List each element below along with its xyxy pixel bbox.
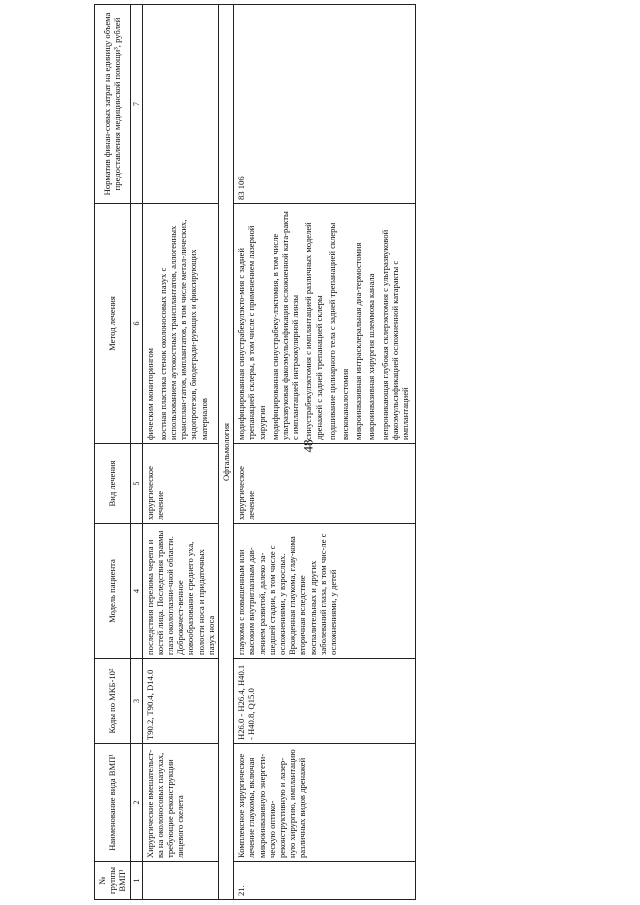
section-row: [219, 5, 234, 900]
method-item: костная пластика стенок околоносовых пазух с использованием аутокостных трансплантатов, аллогенных трансплан-татов, имплантатов, в том числе метал-лических, эндопротезов, биодегради-рующих и фиксирующих материалов: [157, 219, 209, 440]
vmp-table: [94, 4, 416, 900]
icd-codes-cell: H26.0 - H26.4, H40.1 - H40.8, Q15.0: [234, 659, 416, 744]
method-item: микроинвазивная хирургия шлеммова канала: [366, 273, 377, 440]
vmp-name-cell: Комплексное хирургическое лечение глаукомы, включая микроинвазивную энергети-ческую оптико-реконструктивную и лазер-ную хирургию, имплантацию различных видов дренажей: [234, 744, 416, 862]
column-number: 5: [130, 444, 142, 524]
treatment-method-cell: [142, 204, 218, 444]
column-number: 7: [130, 5, 142, 204]
patient-model-cell: глаукома с повышенным или высоким внутриглазным дав-лением развитой, далеко за-шедшей стадии, в том числе с осложнениями, у взрослых. Врожденная глаукома, глау-кома вторичная вследствие воспалительных и других заболеваний глаза, в том чис-ле с осложнениями, у детей: [234, 524, 416, 659]
rotated-page: [94, 5, 634, 900]
column-number: 4: [130, 524, 142, 659]
method-item: модифицированная синустрабекулэкто-мия с задней трепанацией склеры, в том числе с применением лазерной хирургии: [236, 225, 267, 440]
header-icd-codes: Коды по МКБ-10²: [95, 659, 131, 744]
icd-codes-cell: T90.2, T90.4, D14.0: [142, 659, 218, 744]
vmp-name-cell: Хирургические вмешательст-ва на околоносовых пазухах, требующие реконструкции лицевого скелета: [142, 744, 218, 862]
header-treatment-type: Вид лечения: [95, 444, 131, 524]
column-number: 6: [130, 204, 142, 444]
column-number-row: [130, 5, 142, 900]
header-patient-model: Модель пациента: [95, 524, 131, 659]
header-vmp-name: Наименование вида ВМП¹: [95, 744, 131, 862]
column-number: 1: [130, 862, 142, 900]
cost-cell: [142, 5, 218, 204]
table-row: [234, 5, 416, 900]
column-number: 3: [130, 659, 142, 744]
header-cost-norm: Норматив финан-совых затрат на единицу объема предоставления медицинской помощи³, рублей: [95, 5, 131, 204]
header-group-number: № группы ВМП¹: [95, 862, 131, 900]
header-row: [95, 5, 131, 900]
treatment-type-cell: хирургическое лечение: [234, 444, 416, 524]
treatment-method-cell: [234, 204, 416, 444]
method-item: микроинвазивная интрасклеральная диа-термостомия: [353, 242, 364, 440]
page-number: 48: [300, 439, 316, 453]
patient-model-cell: последствия перелома черепа и костей лица. Последствия травмы глаза окологлазни-чной области. Доброкачест-венное новообразование среднего уха, полости носа и придаточных пазух носа: [142, 524, 218, 659]
method-item: непроникающая глубокая склерэктомия с ультразвуковой факоэмульсификацией осложненной катаракты с имплантацией: [379, 229, 411, 440]
treatment-type-cell: хирургическое лечение: [142, 444, 218, 524]
group-number-cell: 21.: [234, 862, 416, 900]
method-item: модифицированная синустрабеку-лэктомия, в том числе ультразвуковая факоэмульсификация осложненной ката-ракты с имплантацией интраокулярной линзы: [269, 211, 301, 440]
section-title: Офтальмология: [219, 5, 234, 900]
header-treatment-method: Метод лечения: [95, 204, 131, 444]
method-item: вискоканалостомия: [340, 368, 351, 440]
group-number-cell: [142, 862, 218, 900]
method-item: фическим мониторингом: [144, 348, 155, 440]
method-item: подшивание цилиарного тела с задней трепанацией склеры: [326, 222, 337, 440]
table-row: [142, 5, 218, 900]
cost-cell: 83 106: [234, 5, 416, 204]
column-number: 2: [130, 744, 142, 862]
method-item: синустрабекулэктомия с имплантацией различных моделей дренажей с задней трепанацией склеры: [303, 222, 324, 440]
